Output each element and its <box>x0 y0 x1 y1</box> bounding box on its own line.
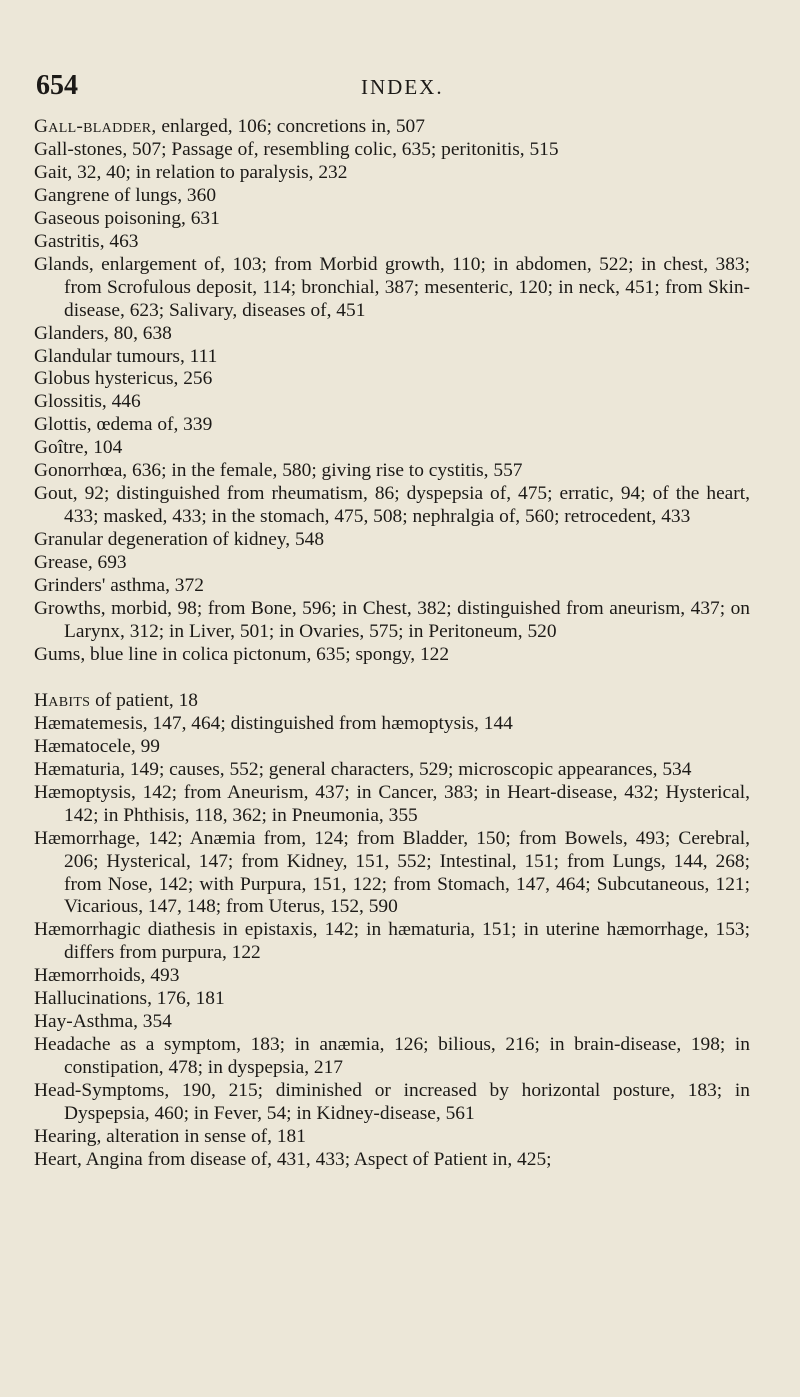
index-entry <box>34 346 750 369</box>
entry-text: of patient, 18 <box>90 689 198 711</box>
index-entry <box>34 437 750 460</box>
index-entry <box>34 598 750 644</box>
entry-text: Hearing, alteration in sense of, 181 <box>34 1125 306 1147</box>
index-entry <box>34 736 750 759</box>
section-gap <box>34 667 750 690</box>
index-entry <box>34 185 750 208</box>
entry-text: Gout, 92; distinguished from rheumatism, 86; dyspepsia of, 475; erratic, 94; of the heart, 433; masked, 433; in the stomach, 475, 508; nephralgia of, 560; retrocedent, 433 <box>34 483 750 528</box>
index-entry <box>34 552 750 575</box>
index-entry <box>34 1080 750 1126</box>
index-entry <box>34 368 750 391</box>
index-entry <box>34 1011 750 1034</box>
entry-text: Granular degeneration of kidney, 548 <box>34 529 325 551</box>
entry-text: Grease, 693 <box>34 552 127 574</box>
entry-text: Glandular tumours, 111 <box>34 345 218 367</box>
index-entry <box>34 575 750 598</box>
entry-text: Globus hystericus, 256 <box>34 368 213 390</box>
index-entry <box>34 391 750 414</box>
index-entry <box>34 460 750 483</box>
entry-text: Hæmorrhagic diathesis in epistaxis, 142; in hæmaturia, 151; in uterine hæmorrhage, 153; differs from purpura, 122 <box>34 919 750 964</box>
index-entry <box>34 231 750 254</box>
index-entry <box>34 139 750 162</box>
entry-text: Head-Symptoms, 190, 215; diminished or increased by horizontal posture, 183; in Dyspepsia, 460; in Fever, 54; in Kidney-disease, 561 <box>34 1080 750 1125</box>
page-header <box>34 70 750 104</box>
index-entry <box>34 1149 750 1172</box>
entry-text: Hæmoptysis, 142; from Aneurism, 437; in Cancer, 383; in Heart-disease, 432; Hysterical, 142; in Phthisis, 118, 362; in Pneumonia, 355 <box>34 781 750 826</box>
entry-text: Hallucinations, 176, 181 <box>34 988 225 1010</box>
entry-text: Growths, morbid, 98; from Bone, 596; in Chest, 382; distinguished from aneurism, 437; on Larynx, 312; in Liver, 501; in Ovaries, 575; in Peritoneum, 520 <box>34 598 750 642</box>
entry-text: Gums, blue line in colica pictonum, 635; spongy, 122 <box>34 643 450 665</box>
index-entry <box>34 483 750 529</box>
index-entry <box>34 162 750 185</box>
entry-text: Hæmorrhoids, 493 <box>34 965 180 987</box>
index-entry <box>34 759 750 782</box>
index-entry <box>34 988 750 1011</box>
index-entry <box>34 208 750 231</box>
entry-text: Glossitis, 446 <box>34 391 141 413</box>
entry-text: Glands, enlargement of, 103; from Morbid growth, 110; in abdomen, 522; in chest, 383; from Scrofulous deposit, 114; bronchial, 387; mesenteric, 120; in neck, 451; from Skin-disease, 623; Salivary, diseases of, 451 <box>34 253 750 321</box>
index-entry <box>34 414 750 437</box>
entry-lead: Habits <box>34 689 91 711</box>
entry-text: Hæmaturia, 149; causes, 552; general characters, 529; microscopic appearances, 534 <box>34 758 692 780</box>
entry-text: Gastritis, 463 <box>34 230 139 252</box>
page-number: 654 <box>36 70 78 101</box>
entry-text: Hæmatemesis, 147, 464; distinguished from hæmoptysis, 144 <box>34 712 513 734</box>
entry-text: Gait, 32, 40; in relation to paralysis, 232 <box>34 161 348 183</box>
index-entry <box>34 1126 750 1149</box>
entry-text: enlarged, 106; concretions in, 507 <box>156 116 425 137</box>
entry-text: Headache as a symptom, 183; in anæmia, 126; bilious, 216; in brain-disease, 198; in constipation, 478; in dyspepsia, 217 <box>34 1034 750 1079</box>
index-entries <box>34 116 750 1172</box>
index-entry <box>34 116 750 139</box>
entry-text: Grinders' asthma, 372 <box>34 575 204 597</box>
entry-text: Goître, 104 <box>34 437 123 459</box>
index-entry <box>34 828 750 920</box>
entry-text: Gonorrhœa, 636; in the female, 580; giving rise to cystitis, 557 <box>34 460 523 482</box>
index-entry <box>34 323 750 346</box>
index-entry <box>34 529 750 552</box>
index-entry <box>34 919 750 965</box>
entry-lead: Gall-bladder, <box>34 116 157 137</box>
entry-text: Heart, Angina from disease of, 431, 433; Aspect of Patient in, 425; <box>34 1148 552 1170</box>
index-entry <box>34 713 750 736</box>
index-entry <box>34 782 750 828</box>
entry-text: Hæmatocele, 99 <box>34 735 161 757</box>
entry-text: Hay-Asthma, 354 <box>34 1011 172 1033</box>
entry-text: Glanders, 80, 638 <box>34 322 172 344</box>
index-entry <box>34 965 750 988</box>
entry-text: Hæmorrhage, 142; Anæmia from, 124; from Bladder, 150; from Bowels, 493; Cerebral, 206; Hysterical, 147; from Kidney, 151, 552; Intestinal, 151; from Lungs, 144, 268; from Nose, 142; with Purpura, 151, 122; from Stomach, 147, 464; Subcutaneous, 121; Vicarious, 147, 148; from Uterus, 152, 590 <box>34 827 750 918</box>
index-entry <box>34 254 750 323</box>
entry-text: Glottis, œdema of, 339 <box>34 414 213 436</box>
entry-text: Gaseous poisoning, 631 <box>34 207 220 229</box>
index-entry <box>34 690 750 713</box>
entry-text: Gall-stones, 507; Passage of, resembling colic, 635; peritonitis, 515 <box>34 138 559 160</box>
entry-text: Gangrene of lungs, 360 <box>34 184 217 206</box>
index-entry <box>34 1034 750 1080</box>
running-title: INDEX. <box>361 75 444 99</box>
index-entry <box>34 644 750 667</box>
